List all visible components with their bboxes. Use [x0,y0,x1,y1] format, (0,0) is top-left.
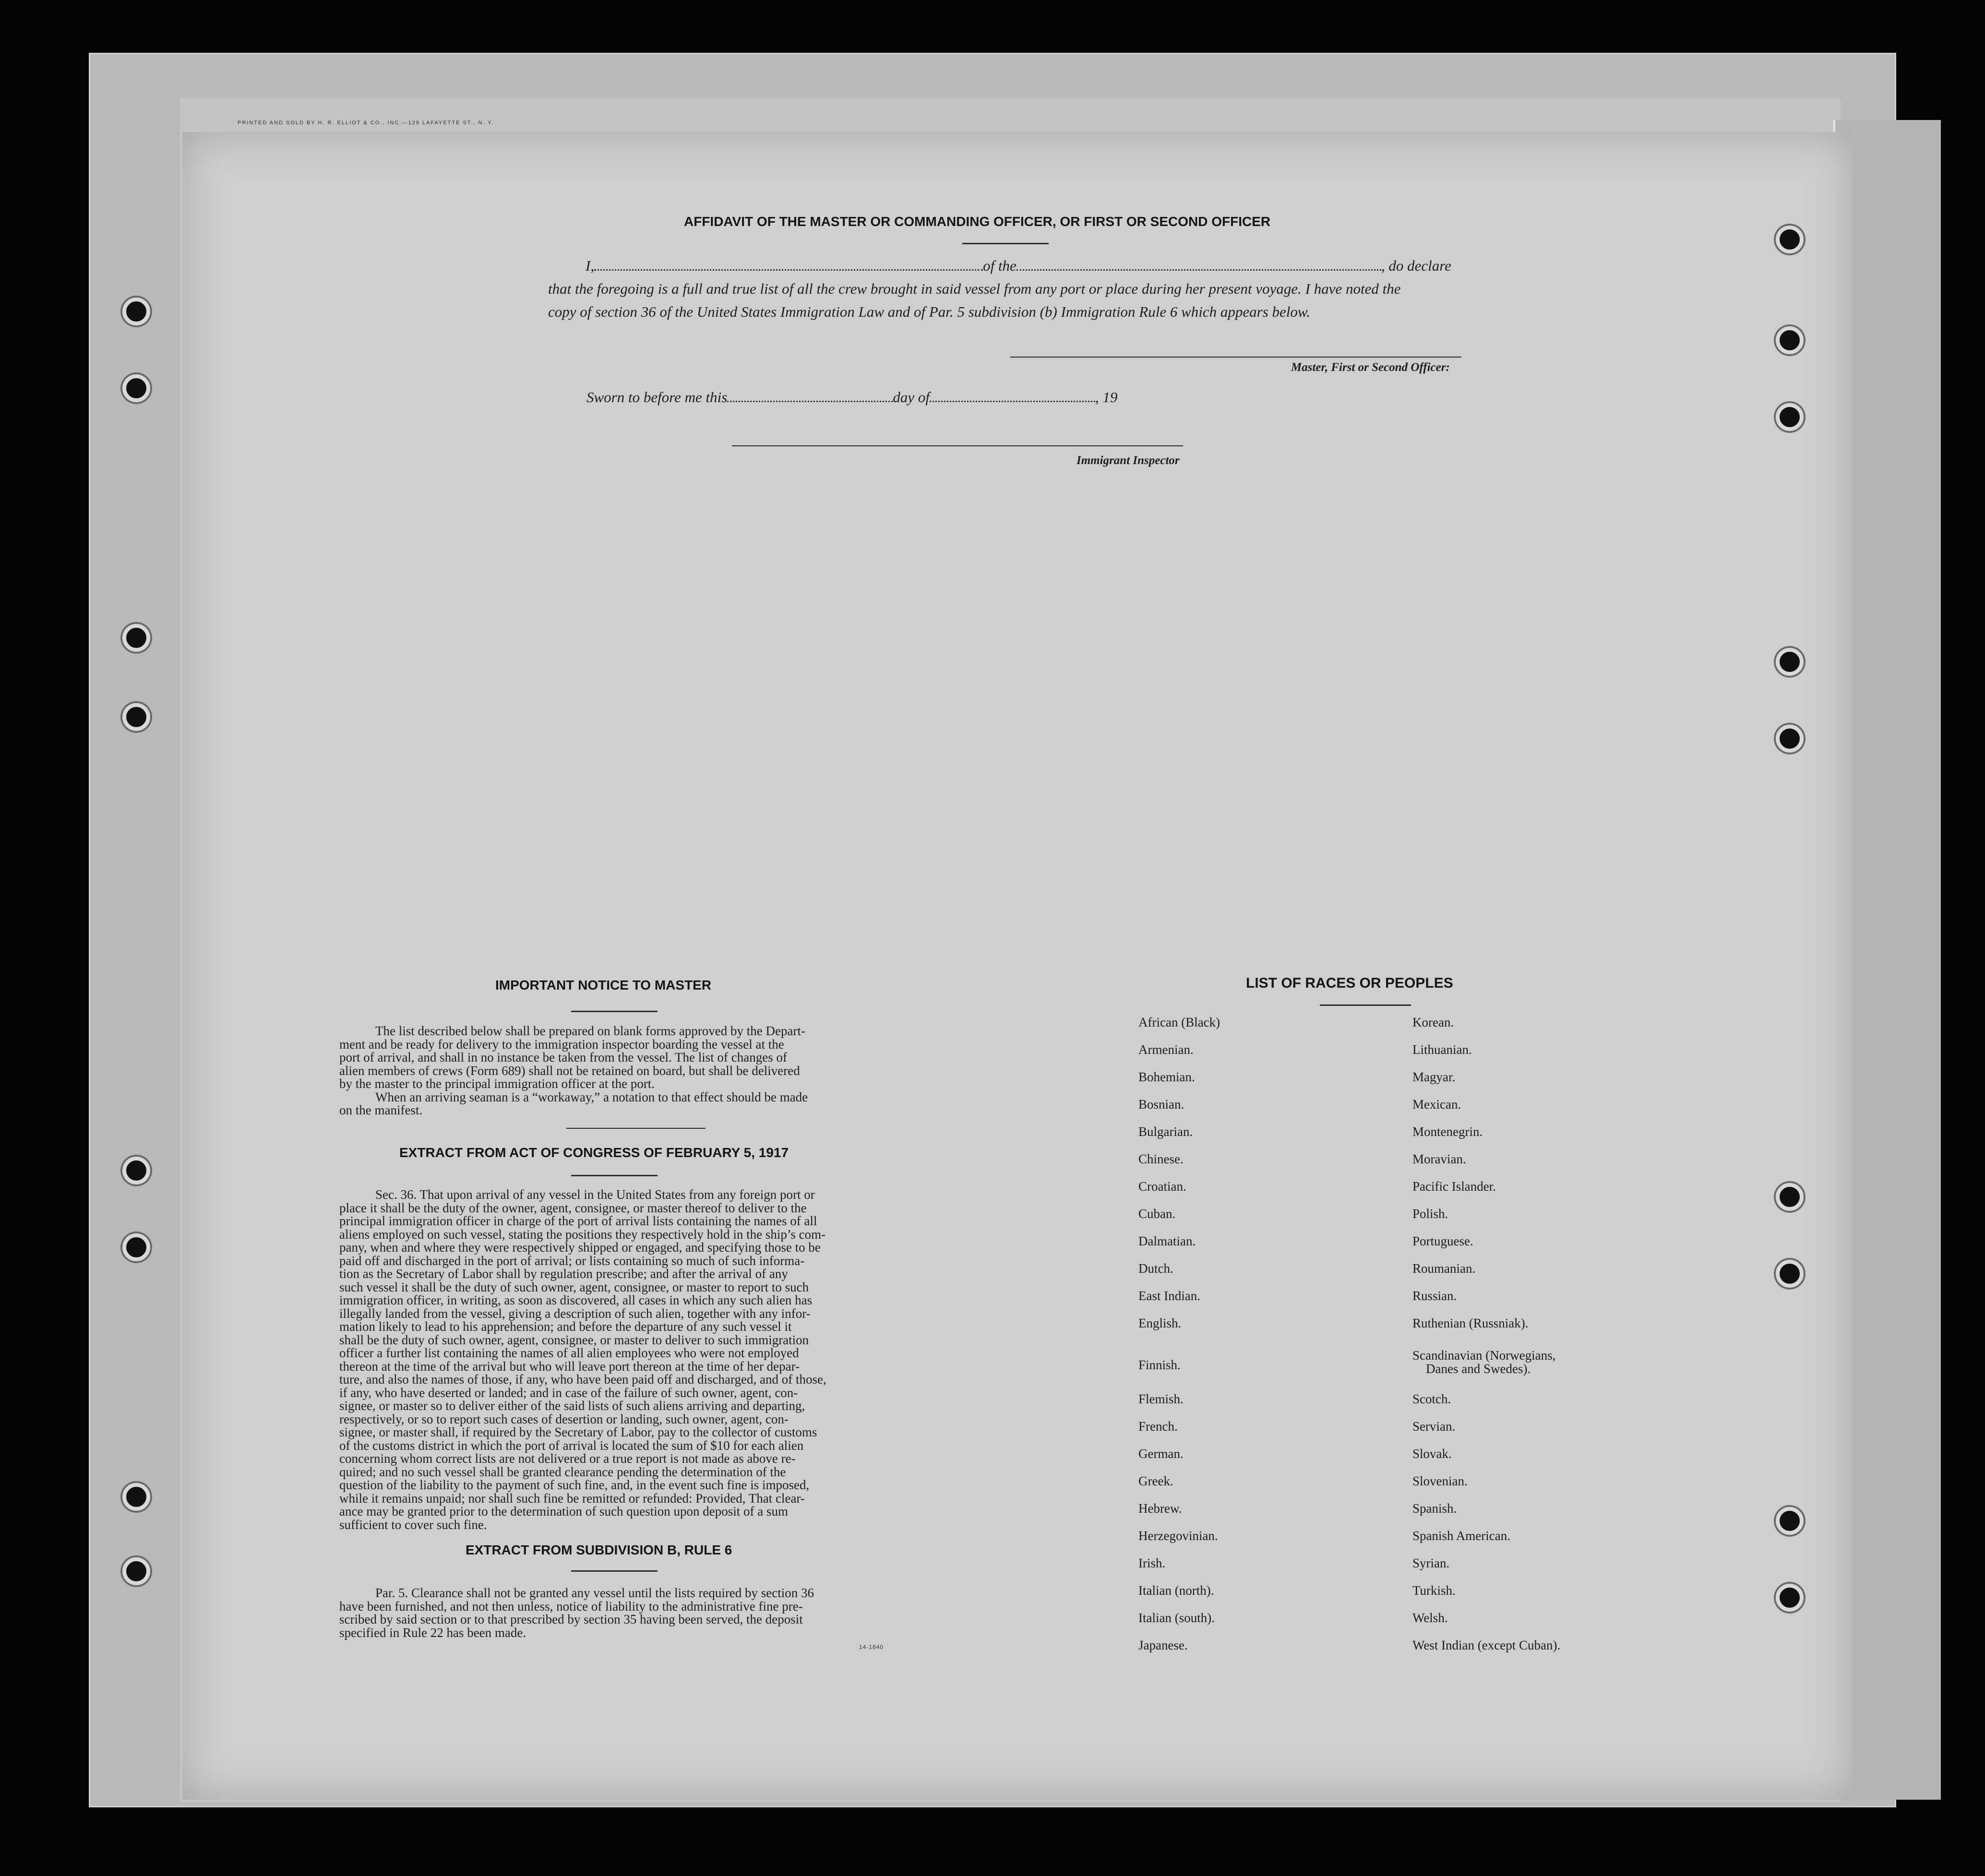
race-item: Japanese. [1138,1638,1188,1652]
text-line: aliens employed on such vessel, stating the positions they respectively hold in the ship’s com- [339,1227,826,1242]
sworn-line [586,387,1117,408]
race-item: French. [1138,1419,1178,1434]
text-line: ment and be ready for delivery to the immigration inspector boarding the vessel at the [339,1037,784,1052]
race-item: Hebrew. [1138,1501,1182,1516]
text-line: immigration officer, in writing, as soon as discovered, all cases in which any such alien has [339,1293,813,1307]
sworn-prefix: Sworn to before me this [586,389,728,406]
inspector-label: Immigrant Inspector [1076,454,1180,467]
race-item: Spanish. [1412,1501,1457,1516]
name-blank [594,264,983,271]
vessel-blank [1016,264,1381,271]
race-item: Herzegovinian. [1138,1529,1218,1543]
binder-hole-icon [1776,226,1804,253]
printer-imprint: PRINTED AND SOLD BY H. R. ELLIOT & CO., INC.—129 LAFAYETTE ST., N. Y. [238,120,494,126]
form-number: 14-1840 [859,1644,884,1650]
binder-hole-icon [122,703,150,731]
race-item: Finnish. [1138,1358,1181,1372]
text-line: Sec. 36. That upon arrival of any vessel in the United States from any foreign port or [375,1187,815,1202]
binder-hole-icon [1776,725,1804,753]
text-line: sufficient to cover such fine. [339,1517,487,1532]
title-divider [962,243,1049,244]
notice-text [339,1025,891,1117]
text-line: on the manifest. [339,1103,423,1117]
race-item: Danes and Swedes). [1426,1362,1531,1376]
race-item: Flemish. [1138,1392,1184,1406]
binder-hole-icon [1776,1183,1804,1211]
text-line: pany, when and where they were respectively shipped or engaged, and specifying those to be [339,1240,821,1255]
race-item: Bosnian. [1138,1097,1184,1111]
text-line: The list described below shall be prepared on blank forms approved by the Depart- [375,1024,805,1038]
race-item: Turkish. [1412,1583,1456,1598]
race-item: Spanish American. [1412,1529,1510,1543]
races-title: LIST OF RACES OR PEOPLES [1246,975,1453,991]
race-item: East Indian. [1138,1289,1200,1303]
race-item: Syrian. [1412,1556,1450,1570]
text-line: illegally landed from the vessel, giving a description of such alien, together with any infor- [339,1306,811,1321]
text-line: alien members of crews (Form 689) shall not be retained on board, but shall be delivered [339,1063,800,1078]
binder-hole-icon [1776,1507,1804,1535]
text-line: Par. 5. Clearance shall not be granted any vessel until the lists required by section 36 [375,1586,814,1600]
binder-hole-icon [122,1233,150,1261]
text-line: of the customs district in which the port of arrival is located the sum of $10 for each alien [339,1438,804,1453]
race-item: Welsh. [1412,1611,1448,1625]
rule-divider [571,1570,658,1572]
text-line: port of arrival, and shall in no instance be taken from the vessel. The list of changes of [339,1050,787,1064]
text-line: mation likely to lead to his apprehension; and before the departure of any such vessel it [339,1319,792,1334]
text-line: shall be the duty of such owner, agent, consignee, or master to deliver to such immigration [339,1332,809,1347]
race-item: Slovak. [1412,1446,1452,1461]
text-line: respectively, or so to report such cases of desertion or landing, such owner, agent, con- [339,1411,789,1426]
text-line: specified in Rule 22 has been made. [339,1625,526,1640]
text-line: by the master to the principal immigration officer at the port. [339,1076,655,1091]
race-item: Roumanian. [1412,1261,1476,1276]
text-line: place it shall be the duty of the owner, agent, consignee, or master thereof to deliver to the [339,1200,807,1215]
text-line: have been furnished, and not then unless, notice of liability to the administrative fine pre- [339,1599,803,1613]
month-blank [930,396,1095,402]
affidavit-line-3: copy of section 36 of the United States Immigration Law and of Par. 5 subdivision (b) Immigration Rule 6 which appears below. [548,303,1311,320]
races-divider [1320,1004,1411,1006]
binder-hole-icon [122,624,150,652]
day-of-label: day of [893,389,930,406]
race-item: Italian (north). [1138,1583,1214,1598]
binder-hole-icon [1776,648,1804,676]
race-item: Polish. [1412,1207,1448,1221]
notice-title: IMPORTANT NOTICE TO MASTER [495,978,712,992]
text-line: tion as the Secretary of Labor shall by regulation prescribe; and after the arrival of any [339,1267,788,1281]
race-item: Servian. [1412,1419,1456,1434]
race-item: Pacific Islander. [1412,1179,1496,1194]
race-item: Scotch. [1412,1392,1451,1406]
race-item: Chinese. [1138,1152,1184,1166]
binder-hole-icon [122,298,150,325]
text-line: paid off and discharged in the port of arrival; or lists containing so much of such informa- [339,1253,805,1268]
form-page [182,132,1853,1800]
race-item: Croatian. [1138,1179,1186,1194]
affidavit-line-1 [586,255,1451,276]
race-item: English. [1138,1316,1182,1330]
binder-hole-icon [1776,1584,1804,1612]
signature-label: Master, First or Second Officer: [1291,361,1450,374]
race-item: German. [1138,1446,1184,1461]
race-item: Armenian. [1138,1042,1194,1057]
affidavit-title: AFFIDAVIT OF THE MASTER OR COMMANDING OFFICER, OR FIRST OR SECOND OFFICER [684,214,1271,229]
text-line: signee, or master shall, if required by the Secretary of Labor, pay to the collector of customs [339,1425,817,1439]
text-line: such vessel it shall be the duty of such owner, agent, consignee, or master to report to such [339,1279,809,1294]
binder-hole-icon [1776,1260,1804,1288]
rule-extract-text [339,1587,891,1639]
race-item: Bulgarian. [1138,1124,1193,1139]
text-line: thereon at the time of the arrival but who will leave port thereon at the time of her depar- [339,1359,800,1374]
binder-hole-icon [1776,326,1804,354]
race-item: Bohemian. [1138,1070,1195,1084]
race-item: Moravian. [1412,1152,1466,1166]
race-item: Italian (south). [1138,1611,1215,1625]
year-label: , 19 [1095,389,1118,406]
race-item: Greek. [1138,1474,1173,1488]
inspector-line [732,445,1183,446]
race-item: Dalmatian. [1138,1234,1196,1248]
text-line: concerning whom correct lists are not delivered or a true report is not made as above re- [339,1451,796,1466]
binder-hole-icon [122,1557,150,1585]
race-item: Montenegrin. [1412,1124,1483,1139]
binder-hole-icon [1776,403,1804,431]
declare-label: , do declare [1381,257,1451,274]
of-the-label: of the [983,257,1016,274]
race-item: Slovenian. [1412,1474,1468,1488]
binder-hole-icon [122,1157,150,1184]
affidavit-line-2: that the foregoing is a full and true list of all the crew brought in said vessel from any port or place during her present voyage. I have noted the [548,280,1401,297]
race-item: Russian. [1412,1289,1457,1303]
race-item: African (Black) [1138,1015,1220,1029]
text-line: signee, or master so to deliver either of the said lists of such aliens arriving and departing, [339,1398,805,1413]
race-item: Irish. [1138,1556,1166,1570]
text-line: quired; and no such vessel shall be granted clearance pending the determination of the [339,1464,786,1479]
section-divider [566,1128,706,1129]
binder-hole-icon [122,374,150,402]
text-line: ture, and also the names of those, if any, who have been paid off and discharged, and of those, [339,1372,826,1386]
text-line: When an arriving seaman is a “workaway,” a notation to that effect should be made [375,1089,808,1104]
congress-extract-text [339,1188,891,1531]
race-item: Dutch. [1138,1261,1173,1276]
race-item: Cuban. [1138,1207,1176,1221]
race-item: Mexican. [1412,1097,1461,1111]
text-line: scribed by said section or to that prescribed by section 35 having been served, the deposit [339,1612,803,1626]
text-line: officer a further list containing the names of all alien employees who were not employed [339,1346,799,1360]
affidavit-i-label: I, [586,257,595,274]
race-item: Korean. [1412,1015,1454,1029]
congress-divider [571,1175,658,1176]
congress-extract-title: EXTRACT FROM ACT OF CONGRESS OF FEBRUARY 5, 1917 [399,1145,789,1160]
race-item: Magyar. [1412,1070,1456,1084]
text-line: if any, who have deserted or landed; and in case of the failure of such owner, agent, con- [339,1385,798,1400]
notice-divider [571,1011,658,1012]
race-item: West Indian (except Cuban). [1412,1638,1561,1652]
race-item: Scandinavian (Norwegians, [1412,1348,1556,1362]
day-blank [727,396,893,402]
text-line: principal immigration officer in charge of the port of arrival lists containing the names of all [339,1214,817,1228]
race-item: Lithuanian. [1412,1042,1472,1057]
text-line: question of the liability to the payment of such fine, and, in the event such fine is imposed, [339,1478,810,1492]
race-item: Portuguese. [1412,1234,1473,1248]
race-item: Ruthenian (Russniak). [1412,1316,1529,1330]
rule-extract-title: EXTRACT FROM SUBDIVISION B, RULE 6 [466,1542,732,1557]
text-line: while it remains unpaid; nor shall such fine be remitted or refunded: Provided, That clear- [339,1491,805,1506]
binder-hole-icon [122,1483,150,1511]
text-line: ance may be granted prior to the determination of such question upon deposit of a sum [339,1504,789,1518]
